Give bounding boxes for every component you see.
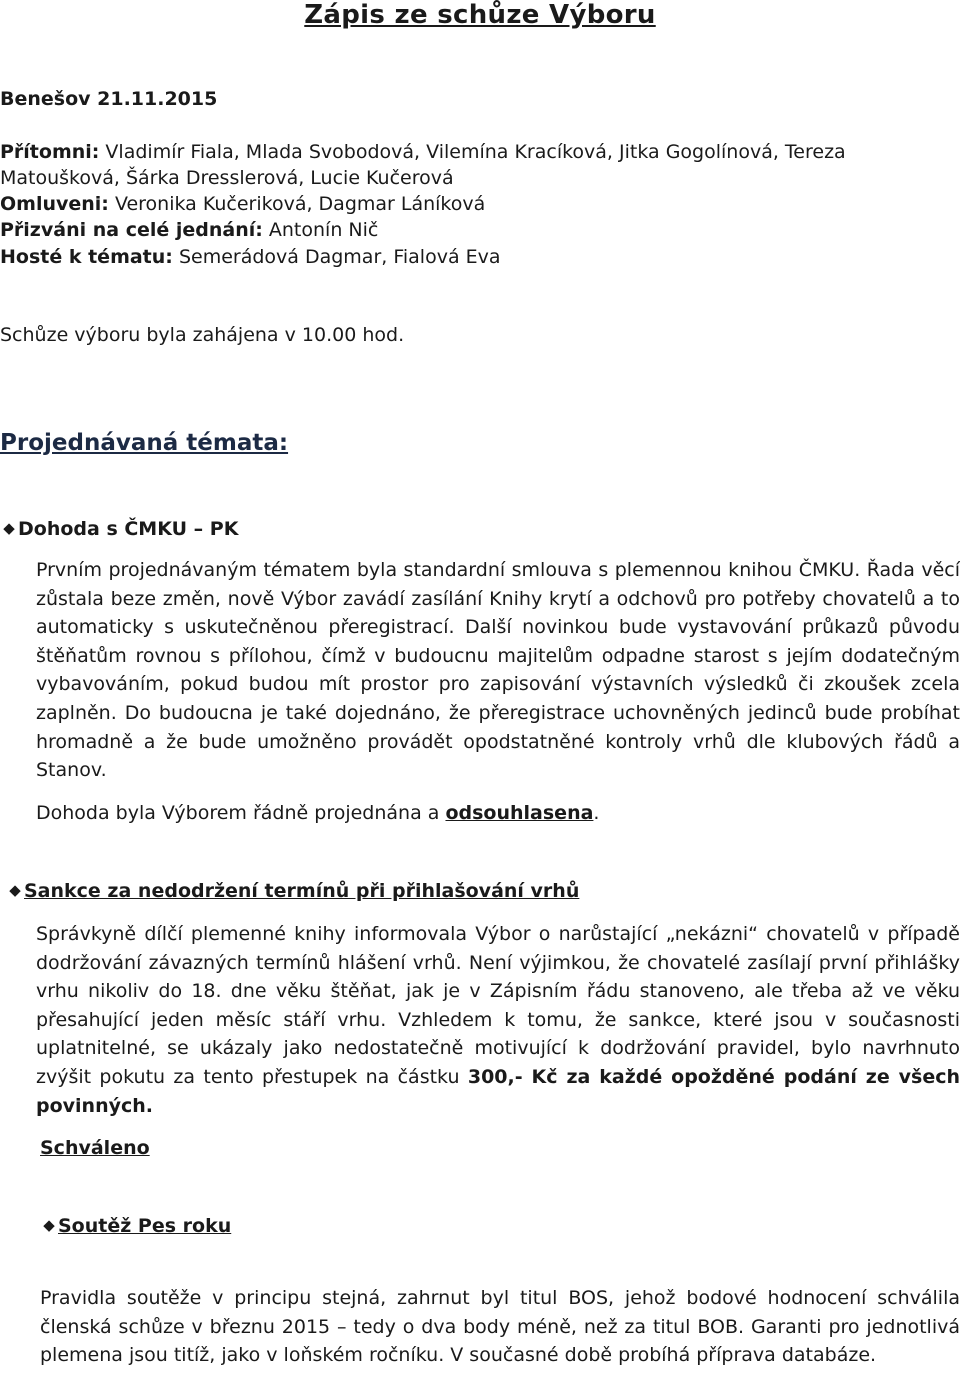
section-1-title: Dohoda s ČMKU – PK xyxy=(18,518,239,540)
section-1-heading xyxy=(0,518,238,540)
excused-names: Veronika Kučeriková, Dagmar Láníková xyxy=(108,193,486,215)
conclusion-suffix: . xyxy=(593,802,600,824)
present-line-2: Matoušková, Šárka Dresslerová, Lucie Kučerová xyxy=(0,167,454,189)
diamond-bullet-icon: ◆ xyxy=(3,519,15,537)
section-2-penalty: 300,- Kč za každé opožděné podání ze všech povinných. xyxy=(36,1065,960,1117)
guests-names: Semerádová Dagmar, Fialová Eva xyxy=(172,246,501,268)
present-line-1 xyxy=(0,139,846,165)
section-1-conclusion xyxy=(36,800,599,826)
guests-label: Hosté k tématu: xyxy=(0,246,173,268)
opening-line: Schůze výboru byla zahájena v 10.00 hod. xyxy=(0,324,405,346)
topics-heading: Projednávaná témata: xyxy=(0,430,289,456)
place-date: Benešov 21.11.2015 xyxy=(0,88,218,110)
invited-line xyxy=(0,217,378,243)
conclusion-decision: odsouhlasena xyxy=(445,802,594,824)
present-names-1: Vladimír Fiala, Mlada Svobodová, Vilemína Kracíková, Jitka Gogolínová, Tereza xyxy=(99,141,846,163)
document-title: Zápis ze schůze Výboru xyxy=(304,0,656,30)
section-2-title: Sankce za nedodržení termínů při přihlašování vrhů xyxy=(24,880,580,902)
invited-label: Přizváni na celé jednání: xyxy=(0,219,263,241)
diamond-bullet-icon: ◆ xyxy=(43,1216,55,1234)
guests-line xyxy=(0,244,501,270)
section-1-paragraph: Prvním projednávaným tématem byla standardní smlouva s plemennou knihou ČMKU. Řada věcí zůstala beze změn, nově Výbor zavádí zasílání Knihy krytí a odchovů pro potřeby chovatelů a to automaticky s uskutečněnou přeregistrací. Další novinkou bude vystavování průkazů původu štěňatům rovnou s přílohou, čímž v budoucnu majitelům odpadne starost s jejím dodatečným vybavováním, pokud budou mít prostor pro zapisování výstavních výsledků či zkoušek zcela zaplněn. Do budoucna je také dojednáno, že přeregistrace uchovněných jedinců bude probíhat hromadně a že bude umožněno provádět opodstatněné kontroly vrhů dle klubových řádů a Stanov. xyxy=(36,559,960,782)
excused-line xyxy=(0,191,485,217)
conclusion-prefix: Dohoda byla Výborem řádně projednána a xyxy=(36,802,446,824)
section-2-decision: Schváleno xyxy=(40,1137,150,1159)
present-label: Přítomni: xyxy=(0,141,100,163)
invited-names: Antonín Nič xyxy=(262,219,379,241)
section-2-paragraph xyxy=(36,920,960,1120)
section-2-text: Správkyně dílčí plemenné knihy informovala Výbor o narůstající „nekázni“ chovatelů v případě dodržování závazných termínů hlášení vrhů. Není výjimkou, že chovatelé zasílají první přihlášky vrhu nikoliv do 18. dne věku štěňat, jak je v Zápisním řádu stanoveno, ale třeba až ve věku přesahující jeden měsíc stáří vrhu. Vzhledem k tomu, že sankce, které jsou v současnosti uplatnitelné, se ukázaly jako nedostatečně motivující k dodržování pravidel, bylo navrhnuto zvýšit pokutu za tento přestupek na částku xyxy=(36,923,960,1088)
section-3-title: Soutěž Pes roku xyxy=(58,1215,232,1237)
section-3-heading xyxy=(40,1215,231,1237)
excused-label: Omluveni: xyxy=(0,193,109,215)
section-3-paragraph: Pravidla soutěže v principu stejná, zahrnut byl titul BOS, jehož bodové hodnocení schválila členská schůze v březnu 2015 – tedy o dva body méně, než za titul BOB. Garanti pro jednotlivá plemena jsou titíž, jako v loňském ročníku. V současné době probíhá příprava databáze. xyxy=(40,1287,960,1367)
diamond-bullet-icon: ◆ xyxy=(9,881,21,899)
section-2-heading xyxy=(6,880,579,902)
